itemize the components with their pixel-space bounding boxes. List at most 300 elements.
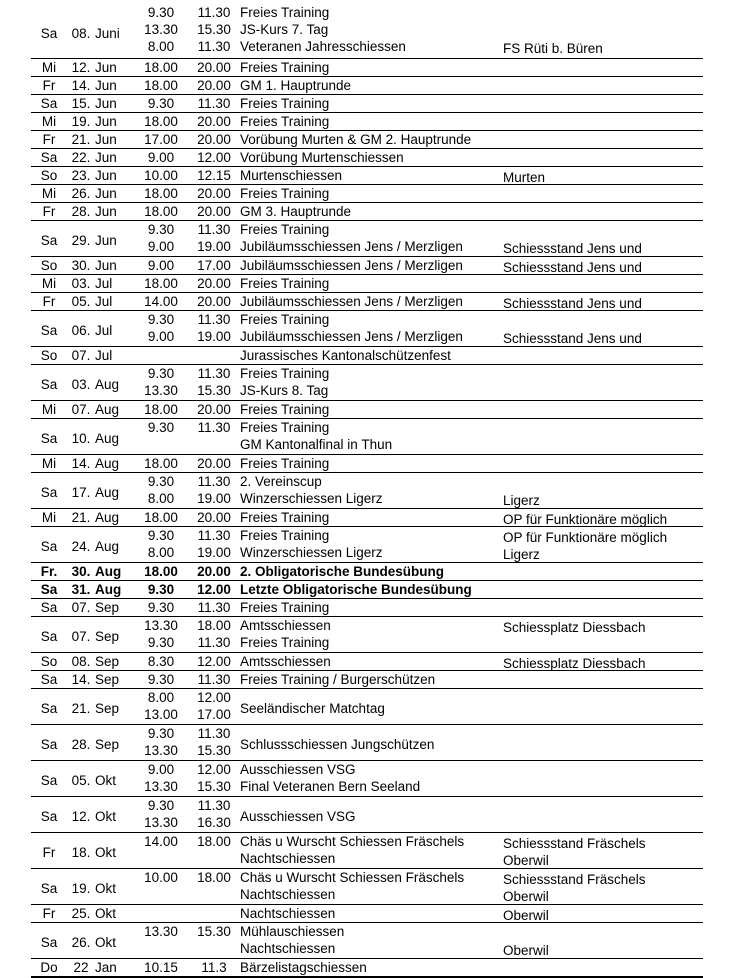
- event-name: Freies Training: [240, 96, 330, 111]
- weekday: So: [40, 258, 58, 273]
- end-time: 11.3: [201, 960, 227, 975]
- schedule-row: [31, 671, 703, 689]
- day-number: 19.: [71, 114, 91, 129]
- month: Aug: [95, 456, 120, 471]
- day-number: 28.: [71, 204, 91, 219]
- end-time: 16.30: [197, 815, 231, 830]
- day-number: 17.: [71, 485, 91, 500]
- start-time: 9.30: [147, 222, 175, 237]
- day-number: 25.: [71, 906, 91, 921]
- month: Sep: [95, 672, 120, 687]
- event-name: Nachtschiessen: [240, 851, 336, 866]
- schedule-table: [31, 4, 703, 978]
- month: Aug: [95, 510, 120, 525]
- end-time: 11.30: [197, 635, 231, 650]
- schedule-row: [31, 365, 703, 401]
- schedule-row: [31, 95, 703, 113]
- end-time: 19.00: [197, 491, 231, 506]
- start-time: 13.00: [144, 707, 178, 722]
- weekday: Sa: [40, 672, 58, 687]
- month: Aug: [95, 377, 120, 392]
- start-time: 9.30: [147, 582, 175, 597]
- start-time: 9.00: [147, 762, 175, 777]
- day-number: 15.: [71, 96, 91, 111]
- weekday: Mi: [41, 60, 57, 75]
- location: OP für Funktionäre möglich: [503, 530, 668, 545]
- day-number: 07.: [71, 629, 91, 644]
- event-name: GM Kantonalfinal in Thun: [240, 437, 393, 452]
- event-name: JS-Kurs 7. Tag: [240, 22, 329, 37]
- month: Jun: [95, 96, 117, 111]
- schedule-row: [31, 4, 703, 59]
- schedule-row: [31, 581, 703, 599]
- start-time: 9.30: [147, 474, 175, 489]
- schedule-row: [31, 113, 703, 131]
- weekday: So: [40, 168, 58, 183]
- start-time: 18.00: [144, 276, 178, 291]
- month: Jun: [95, 132, 117, 147]
- day-number: 21.: [71, 132, 91, 147]
- end-time: 11.30: [197, 600, 231, 615]
- weekday: Sa: [40, 737, 58, 752]
- event-name: Final Veteranen Bern Seeland: [240, 779, 421, 794]
- start-time: 9.30: [147, 96, 175, 111]
- schedule-row: [31, 149, 703, 167]
- start-time: 17.00: [144, 132, 178, 147]
- event-name: Vorübung Murten & GM 2. Hauptrunde: [240, 132, 472, 147]
- day-number: 18.: [71, 845, 91, 860]
- day-number: 14.: [71, 672, 91, 687]
- event-name: Freies Training / Burgerschützen: [240, 672, 436, 687]
- location: Schiessstand Jens und: [503, 331, 642, 346]
- start-time: 18.00: [144, 60, 178, 75]
- end-time: 12.00: [197, 690, 231, 705]
- start-time: 13.30: [144, 743, 178, 758]
- end-time: 11.30: [197, 222, 231, 237]
- end-time: 20.00: [197, 60, 231, 75]
- schedule-row: [31, 959, 703, 978]
- event-name: Nachtschiessen: [240, 887, 336, 902]
- month: Jul: [95, 276, 113, 291]
- schedule-row: [31, 527, 703, 563]
- end-time: 20.00: [197, 402, 231, 417]
- start-time: 18.00: [144, 456, 178, 471]
- schedule-row: [31, 77, 703, 95]
- weekday: Sa: [40, 773, 58, 788]
- schedule-row: [31, 833, 703, 869]
- month: Sep: [95, 737, 120, 752]
- month: Jan: [95, 960, 117, 975]
- day-number: 08.: [71, 654, 91, 669]
- month: Jun: [95, 186, 117, 201]
- start-time: 14.00: [144, 294, 178, 309]
- schedule-row: [31, 473, 703, 509]
- event-name: Jubiläumsschiessen Jens / Merzligen: [240, 239, 463, 254]
- start-time: 8.00: [147, 491, 175, 506]
- event-name: Chäs u Wurscht Schiessen Fräschels: [240, 870, 465, 885]
- start-time: 18.00: [144, 510, 178, 525]
- month: Sep: [95, 701, 120, 716]
- weekday: Mi: [41, 402, 57, 417]
- day-number: 03.: [71, 276, 91, 291]
- start-time: 8.00: [147, 545, 175, 560]
- weekday: Sa: [40, 233, 58, 248]
- end-time: 20.00: [197, 186, 231, 201]
- start-time: 13.30: [144, 22, 178, 37]
- start-time: 8.30: [147, 654, 175, 669]
- schedule-row: [31, 923, 703, 959]
- month: Sep: [95, 629, 120, 644]
- end-time: 20.00: [197, 510, 231, 525]
- day-number: 07.: [71, 600, 91, 615]
- event-name: Nachtschiessen: [240, 906, 336, 921]
- end-time: 20.00: [197, 204, 231, 219]
- event-name: Amtsschiessen: [240, 618, 331, 633]
- end-time: 19.00: [197, 239, 231, 254]
- start-time: 9.30: [147, 672, 175, 687]
- day-number: 14.: [71, 78, 91, 93]
- day-number: 05.: [71, 773, 91, 788]
- weekday: Mi: [41, 510, 57, 525]
- day-number: 23.: [71, 168, 91, 183]
- start-time: 18.00: [144, 402, 178, 417]
- weekday: Sa: [40, 485, 58, 500]
- location: Murten: [503, 170, 546, 185]
- weekday: Fr.: [40, 564, 58, 579]
- schedule-row: [31, 509, 703, 527]
- weekday: Sa: [40, 377, 58, 392]
- event-name: Nachtschiessen: [240, 941, 336, 956]
- end-time: 20.00: [197, 78, 231, 93]
- month: Sep: [95, 654, 120, 669]
- end-time: 11.30: [197, 5, 231, 20]
- location: OP für Funktionäre möglich: [503, 512, 668, 527]
- day-number: 08.: [71, 26, 91, 41]
- weekday: Sa: [40, 600, 58, 615]
- location: Oberwil: [503, 853, 549, 868]
- start-time: 18.00: [144, 186, 178, 201]
- event-name: Seeländischer Matchtag: [240, 701, 385, 716]
- start-time: 9.30: [147, 600, 175, 615]
- event-name: Freies Training: [240, 222, 330, 237]
- end-time: 19.00: [197, 545, 231, 560]
- schedule-row: [31, 905, 703, 923]
- weekday: Sa: [40, 539, 58, 554]
- weekday: Fr: [42, 906, 56, 921]
- end-time: 11.30: [197, 726, 231, 741]
- start-time: 9.00: [147, 329, 175, 344]
- weekday: Sa: [40, 935, 58, 950]
- day-number: 28.: [71, 737, 91, 752]
- weekday: Sa: [40, 431, 58, 446]
- end-time: 20.00: [197, 276, 231, 291]
- day-number: 07.: [71, 348, 91, 363]
- weekday: Do: [40, 960, 58, 975]
- schedule-row: [31, 689, 703, 725]
- event-name: Freies Training: [240, 276, 330, 291]
- location: Ligerz: [503, 493, 540, 508]
- start-time: 9.00: [147, 258, 175, 273]
- month: Jul: [95, 348, 113, 363]
- schedule-row: [31, 131, 703, 149]
- event-name: Winzerschiessen Ligerz: [240, 491, 383, 506]
- end-time: 11.30: [197, 312, 231, 327]
- schedule-row: [31, 761, 703, 797]
- weekday: Fr: [42, 845, 56, 860]
- end-time: 11.30: [197, 672, 231, 687]
- weekday: Sa: [40, 150, 58, 165]
- schedule-row: [31, 797, 703, 833]
- event-name: Jubiläumsschiessen Jens / Merzligen: [240, 258, 463, 273]
- start-time: 13.30: [144, 815, 178, 830]
- start-time: 13.30: [144, 618, 178, 633]
- day-number: 06.: [71, 323, 91, 338]
- weekday: Mi: [41, 186, 57, 201]
- end-time: 18.00: [197, 834, 231, 849]
- start-time: 14.00: [144, 834, 178, 849]
- event-name: Letzte Obligatorische Bundesübung: [240, 582, 472, 597]
- location: Schiessstand Fräschels: [503, 872, 646, 887]
- schedule-row: [31, 725, 703, 761]
- month: Sep: [95, 600, 120, 615]
- day-number: 14.: [71, 456, 91, 471]
- day-number: 21.: [71, 701, 91, 716]
- event-name: Freies Training: [240, 60, 330, 75]
- event-name: Jubiläumsschiessen Jens / Merzligen: [240, 329, 463, 344]
- weekday: Sa: [40, 96, 58, 111]
- month: Jul: [95, 294, 113, 309]
- end-time: 12.00: [197, 582, 231, 597]
- location: Schiessplatz Diessbach: [503, 656, 646, 671]
- end-time: 15.30: [197, 383, 231, 398]
- event-name: Winzerschiessen Ligerz: [240, 545, 383, 560]
- schedule-row: [31, 563, 703, 581]
- end-time: 17.00: [197, 258, 231, 273]
- month: Juni: [95, 26, 120, 41]
- day-number: 26.: [71, 186, 91, 201]
- month: Jun: [95, 233, 117, 248]
- event-name: Freies Training: [240, 456, 330, 471]
- weekday: Fr: [42, 204, 56, 219]
- start-time: 18.00: [144, 114, 178, 129]
- weekday: Mi: [41, 456, 57, 471]
- end-time: 17.00: [197, 707, 231, 722]
- event-name: Veteranen Jahresschiessen: [240, 39, 406, 54]
- start-time: 9.00: [147, 239, 175, 254]
- event-name: 2. Vereinscup: [240, 474, 322, 489]
- end-time: 18.00: [197, 870, 231, 885]
- month: Jul: [95, 323, 113, 338]
- end-time: 20.00: [197, 132, 231, 147]
- event-name: Freies Training: [240, 402, 330, 417]
- month: Okt: [95, 809, 117, 824]
- weekday: Sa: [40, 323, 58, 338]
- schedule-row: [31, 653, 703, 671]
- schedule-row: [31, 59, 703, 77]
- schedule-row: [31, 419, 703, 455]
- start-time: 8.00: [147, 39, 175, 54]
- event-name: Murtenschiessen: [240, 168, 343, 183]
- start-time: 10.00: [144, 870, 178, 885]
- weekday: Sa: [40, 881, 58, 896]
- month: Jun: [95, 150, 117, 165]
- day-number: 31.: [71, 582, 91, 597]
- weekday: Sa: [40, 582, 58, 597]
- start-time: 18.00: [144, 204, 178, 219]
- schedule-row: [31, 455, 703, 473]
- weekday: Sa: [40, 629, 58, 644]
- month: Aug: [95, 431, 120, 446]
- end-time: 11.30: [197, 798, 231, 813]
- start-time: 9.30: [147, 528, 175, 543]
- day-number: 30.: [71, 258, 91, 273]
- end-time: 15.30: [197, 22, 231, 37]
- end-time: 20.00: [197, 564, 231, 579]
- weekday: Fr: [42, 294, 56, 309]
- start-time: 10.00: [144, 168, 178, 183]
- day-number: 12.: [71, 809, 91, 824]
- day-number: 29.: [71, 233, 91, 248]
- event-name: Freies Training: [240, 5, 330, 20]
- end-time: 20.00: [197, 456, 231, 471]
- weekday: So: [40, 654, 58, 669]
- end-time: 12.00: [197, 150, 231, 165]
- location: FS Rüti b. Büren: [503, 41, 603, 56]
- start-time: 18.00: [144, 564, 178, 579]
- start-time: 13.30: [144, 779, 178, 794]
- start-time: 9.30: [147, 312, 175, 327]
- event-name: Jubiläumsschiessen Jens / Merzligen: [240, 294, 463, 309]
- month: Jun: [95, 204, 117, 219]
- location: Oberwil: [503, 889, 549, 904]
- event-name: Schlussschiessen Jungschützen: [240, 737, 435, 752]
- event-name: Freies Training: [240, 114, 330, 129]
- start-time: 13.30: [144, 383, 178, 398]
- event-name: Freies Training: [240, 600, 330, 615]
- event-name: Bärzelistagschiessen: [240, 960, 367, 975]
- day-number: 30.: [71, 564, 91, 579]
- day-number: 26.: [71, 935, 91, 950]
- month: Okt: [95, 845, 117, 860]
- event-name: Vorübung Murtenschiessen: [240, 150, 404, 165]
- end-time: 19.00: [197, 329, 231, 344]
- month: Aug: [95, 564, 122, 579]
- end-time: 15.30: [197, 743, 231, 758]
- event-name: Freies Training: [240, 312, 330, 327]
- end-time: 20.00: [197, 114, 231, 129]
- start-time: 9.30: [147, 366, 175, 381]
- location: Oberwil: [503, 943, 549, 958]
- weekday: Fr: [42, 78, 56, 93]
- start-time: 13.30: [144, 924, 178, 939]
- schedule-row: [31, 257, 703, 275]
- day-number: 03.: [71, 377, 91, 392]
- weekday: Sa: [40, 809, 58, 824]
- end-time: 12.15: [197, 168, 231, 183]
- event-name: Mühlauschiessen: [240, 924, 345, 939]
- location: Schiessstand Jens und: [503, 260, 642, 275]
- start-time: 18.00: [144, 78, 178, 93]
- month: Aug: [95, 485, 120, 500]
- end-time: 12.00: [197, 762, 231, 777]
- day-number: 07.: [71, 402, 91, 417]
- event-name: JS-Kurs 8. Tag: [240, 383, 329, 398]
- location: Schiessstand Jens und: [503, 296, 642, 311]
- end-time: 11.30: [197, 39, 231, 54]
- event-name: Freies Training: [240, 420, 330, 435]
- day-number: 24.: [71, 539, 91, 554]
- end-time: 15.30: [197, 924, 231, 939]
- schedule-row: [31, 401, 703, 419]
- event-name: Freies Training: [240, 528, 330, 543]
- month: Okt: [95, 935, 117, 950]
- month: Jun: [95, 168, 117, 183]
- month: Okt: [95, 773, 117, 788]
- weekday: Mi: [41, 114, 57, 129]
- event-name: GM 1. Hauptrunde: [240, 78, 352, 93]
- month: Aug: [95, 539, 120, 554]
- start-time: 9.30: [147, 798, 175, 813]
- day-number: 22: [73, 960, 89, 975]
- end-time: 11.30: [197, 366, 231, 381]
- weekday: So: [40, 348, 58, 363]
- schedule-row: [31, 275, 703, 293]
- event-name: Ausschiessen VSG: [240, 809, 356, 824]
- weekday: Mi: [41, 276, 57, 291]
- location: Schiessstand Jens und: [503, 241, 642, 256]
- event-name: Freies Training: [240, 186, 330, 201]
- day-number: 21.: [71, 510, 91, 525]
- day-number: 10.: [71, 431, 91, 446]
- schedule-row: [31, 617, 703, 653]
- start-time: 9.30: [147, 420, 175, 435]
- month: Jun: [95, 60, 117, 75]
- start-time: 9.30: [147, 635, 175, 650]
- day-number: 22.: [71, 150, 91, 165]
- schedule-row: [31, 599, 703, 617]
- start-time: 10.15: [144, 960, 178, 975]
- end-time: 12.00: [197, 654, 231, 669]
- weekday: Sa: [40, 26, 58, 41]
- end-time: 11.30: [197, 96, 231, 111]
- end-time: 18.00: [197, 618, 231, 633]
- month: Okt: [95, 906, 117, 921]
- month: Jun: [95, 78, 117, 93]
- event-name: Amtsschiessen: [240, 654, 331, 669]
- start-time: 9.00: [147, 150, 175, 165]
- end-time: 11.30: [197, 474, 231, 489]
- event-name: Jurassisches Kantonalschützenfest: [240, 348, 451, 363]
- end-time: 15.30: [197, 779, 231, 794]
- end-time: 11.30: [197, 420, 231, 435]
- event-name: 2. Obligatorische Bundesübung: [240, 564, 445, 579]
- location: Oberwil: [503, 908, 549, 923]
- event-name: Freies Training: [240, 510, 330, 525]
- weekday: Fr: [42, 132, 56, 147]
- month: Okt: [95, 881, 117, 896]
- schedule-row: [31, 185, 703, 203]
- schedule-row: [31, 869, 703, 905]
- day-number: 19.: [71, 881, 91, 896]
- event-name: Ausschiessen VSG: [240, 762, 356, 777]
- start-time: 9.30: [147, 726, 175, 741]
- month: Jun: [95, 114, 117, 129]
- day-number: 05.: [71, 294, 91, 309]
- weekday: Sa: [40, 701, 58, 716]
- schedule-row: [31, 293, 703, 311]
- end-time: 20.00: [197, 294, 231, 309]
- month: Aug: [95, 582, 122, 597]
